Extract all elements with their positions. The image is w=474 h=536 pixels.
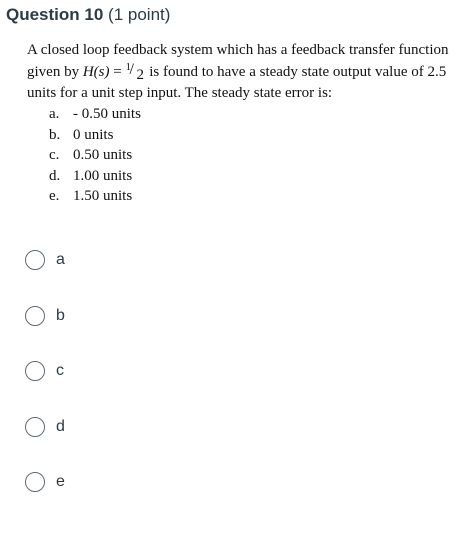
- answer-option-a[interactable]: [25, 248, 225, 272]
- choice-item: [49, 104, 467, 125]
- answer-options: [25, 248, 225, 526]
- question-points: (1 point): [108, 5, 171, 24]
- answer-option-c[interactable]: [25, 359, 225, 383]
- transfer-function-symbol: H(s): [82, 64, 110, 80]
- question-text-before: A closed loop feedback system which has a feedback transfer function given by: [27, 42, 449, 80]
- choice-marker: d.: [49, 167, 61, 184]
- question-title: Question 10: [6, 5, 104, 24]
- fraction-slash: /: [129, 61, 134, 78]
- choice-text: - 0.50 units: [73, 106, 141, 122]
- choice-marker: e.: [49, 188, 60, 204]
- choice-marker: a.: [49, 106, 60, 122]
- answer-label-a[interactable]: a: [56, 251, 65, 268]
- fraction-numerator: 1: [125, 61, 131, 73]
- answer-option-e[interactable]: [25, 470, 225, 494]
- choice-item: [49, 125, 467, 146]
- answer-label-b[interactable]: b: [56, 306, 65, 324]
- choice-text: 0.50 units: [73, 147, 133, 163]
- choice-marker: c.: [49, 147, 60, 163]
- choice-item: [49, 186, 467, 207]
- radio-button-d[interactable]: [25, 417, 45, 437]
- question-header: [6, 4, 170, 26]
- radio-button-b[interactable]: [25, 306, 45, 326]
- question-text: [27, 40, 467, 104]
- question-text-after: is found to have a steady state output value of 2.5 units for a unit step input. The steady state error is:: [27, 64, 447, 101]
- choice-text: 1.50 units: [73, 188, 133, 204]
- choice-list: [27, 104, 467, 207]
- choice-item: [49, 145, 467, 166]
- question-body: [27, 40, 467, 207]
- choice-item: [49, 166, 467, 187]
- answer-label-c[interactable]: c: [56, 362, 64, 379]
- radio-button-c[interactable]: [25, 361, 45, 381]
- fraction-one-half: [125, 61, 145, 83]
- radio-button-a[interactable]: [25, 250, 45, 270]
- fraction-denominator: 2: [136, 67, 144, 83]
- answer-option-b[interactable]: [25, 304, 225, 328]
- answer-label-e[interactable]: e: [56, 473, 65, 490]
- choice-text: 0 units: [73, 126, 114, 143]
- answer-option-d[interactable]: [25, 415, 225, 439]
- answer-label-d[interactable]: d: [56, 417, 65, 435]
- choice-text: 1.00 units: [73, 167, 133, 184]
- equals-sign: =: [109, 64, 126, 80]
- choice-marker: b.: [49, 126, 61, 143]
- radio-button-e[interactable]: [25, 472, 45, 492]
